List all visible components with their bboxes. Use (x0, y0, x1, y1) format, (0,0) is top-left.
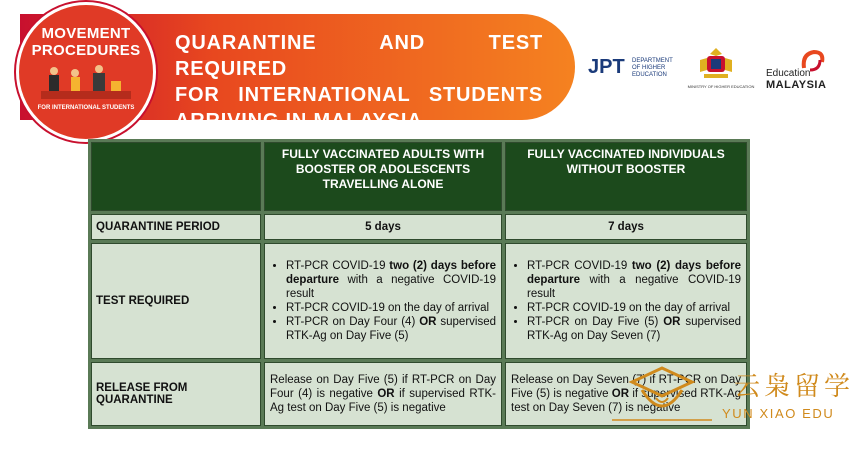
release-boosted-text (266, 371, 500, 417)
table-row (91, 243, 747, 359)
education-logo-line2: MALAYSIA (766, 79, 827, 91)
page-title-line1: QUARANTINE AND TEST REQUIRED (175, 32, 543, 80)
row-label-release-from-quarantine: RELEASE FROM QUARANTINE (91, 362, 261, 426)
badge-title (19, 25, 153, 59)
test-boosted-list (266, 259, 500, 343)
education-logo-line1: Education (766, 68, 811, 79)
logo-strip (588, 44, 848, 94)
bullet-text: RT-PCR COVID-19 (527, 260, 632, 272)
quarantine-table (88, 139, 750, 429)
test-boosted-cell (264, 243, 502, 359)
list-item: • RT-PCR COVID-19 on the day of arrival (527, 301, 741, 315)
jpt-logo-subtitle: DEPARTMENT OF HIGHER EDUCATION (632, 58, 673, 78)
bullet-text: RT-PCR on Day Four (4) (286, 316, 420, 328)
list-item (527, 315, 741, 343)
bullet-bold-text: OR (419, 316, 437, 328)
release-text: if supervised RTK-Ag test on Day Seven (7) is negative (511, 388, 741, 414)
education-malaysia-logo (766, 68, 826, 91)
page-title (175, 30, 543, 134)
bullet-text: with a negative COVID-19 result (527, 274, 741, 300)
list-item (286, 259, 496, 301)
quarantine-unboosted-value: 7 days (505, 214, 747, 240)
table-row (91, 362, 747, 426)
test-unboosted-list (507, 259, 745, 343)
header-empty-cell (91, 142, 261, 211)
bullet-bold-text: OR (663, 316, 681, 328)
bullet-bold-text: two (2) days before departure (527, 260, 741, 286)
row-label-quarantine-period: QUARANTINE PERIOD (91, 214, 261, 240)
bullet-text: with a negative COVID-19 result (286, 274, 496, 300)
list-item (527, 259, 741, 301)
list-item (286, 315, 496, 343)
test-unboosted-cell (505, 243, 747, 359)
movement-procedures-badge (16, 2, 156, 142)
bullet-text: supervised RTK-Ag on Day Five (5) (286, 316, 496, 342)
release-boosted-cell (264, 362, 502, 426)
watermark-chinese-text: 云枭留学 (734, 372, 855, 402)
table-header-row (91, 142, 747, 211)
bullet-bold-text: two (2) days before departure (286, 260, 496, 286)
page-title-line2: FOR INTERNATIONAL STUDENTS (175, 84, 543, 106)
header-boosted-column: FULLY VACCINATED ADULTS WITH BOOSTER OR ADOLESCENTS TRAVELLING ALONE (264, 142, 502, 211)
release-text: if supervised RTK-Ag test on Day Five (5) is negative (270, 388, 496, 414)
badge-title-line2: PROCEDURES (31, 42, 141, 59)
bullet-text: RT-PCR on Day Five (5) (527, 316, 664, 328)
release-text: Release on Day Seven (7) if RT-PCR on Day Five (5) is negative (511, 374, 741, 400)
release-bold-text: OR (377, 388, 395, 400)
list-item: • RT-PCR COVID-19 on the day of arrival (286, 301, 496, 315)
page-title-line3: ARRIVING IN MALAYSIA (175, 110, 423, 132)
release-unboosted-text (507, 371, 745, 417)
row-label-test-required: TEST REQUIRED (91, 243, 261, 359)
table-row (91, 214, 747, 240)
ministry-logo-subtitle: MINISTRY OF HIGHER EDUCATION (687, 84, 755, 89)
header-unboosted-column: FULLY VACCINATED INDIVIDUALS WITHOUT BOOSTER (505, 142, 747, 211)
badge-subtitle: FOR INTERNATIONAL STUDENTS (37, 105, 135, 111)
jpt-logo: JPT (588, 56, 625, 78)
travellers-illustration-icon (41, 65, 131, 99)
watermark-english-text: YUN XIAO EDU (722, 406, 835, 421)
quarantine-boosted-value: 5 days (264, 214, 502, 240)
release-bold-text: OR (611, 388, 630, 400)
release-unboosted-cell (505, 362, 747, 426)
bullet-text: RT-PCR COVID-19 (286, 260, 390, 272)
malaysia-coat-of-arms-icon (696, 46, 736, 80)
release-text: Release on Day Five (5) if RT-PCR on Day Four (4) is negative (270, 374, 496, 400)
badge-title-line1: MOVEMENT (41, 25, 131, 42)
bullet-text: supervised RTK-Ag on Day Seven (7) (527, 316, 741, 342)
